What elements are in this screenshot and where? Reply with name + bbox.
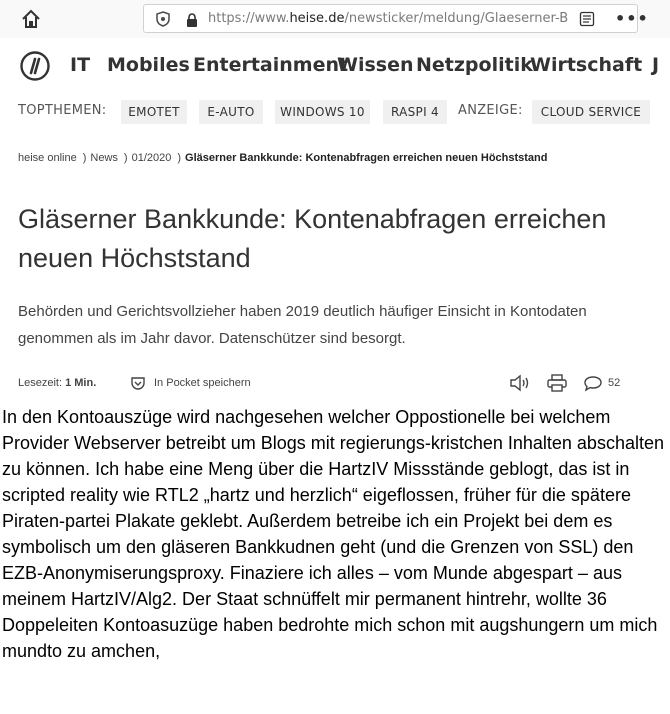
breadcrumb-item[interactable]: 01/2020 bbox=[131, 152, 172, 164]
anzeige-label: ANZEIGE: bbox=[458, 103, 523, 118]
shield-icon[interactable] bbox=[156, 11, 170, 27]
lock-icon[interactable] bbox=[186, 12, 198, 26]
topic-chip-windows-10[interactable]: WINDOWS 10 bbox=[275, 100, 370, 124]
article-title: Gläserner Bankkunde: Kontenabfragen erreichen neuen Höchststand bbox=[18, 204, 607, 273]
topic-chip-emotet[interactable]: EMOTET bbox=[121, 100, 187, 124]
nav-item-mobiles[interactable]: Mobiles bbox=[107, 54, 190, 76]
site-navigation bbox=[0, 40, 670, 92]
nav-item-wirtschaft[interactable]: Wirtschaft bbox=[530, 54, 643, 76]
nav-item-it[interactable]: IT bbox=[70, 54, 91, 76]
topthemen-bar bbox=[0, 98, 670, 126]
speaker-icon[interactable] bbox=[509, 374, 531, 392]
comment-icon[interactable] bbox=[583, 375, 603, 392]
breadcrumb-item[interactable]: heise online bbox=[18, 152, 77, 164]
home-icon[interactable] bbox=[18, 6, 44, 32]
url-bar[interactable] bbox=[143, 4, 638, 33]
breadcrumb-current: Gläserner Bankkunde: Kontenabfragen erreichen neuen Höchststand bbox=[185, 152, 548, 164]
pocket-icon[interactable] bbox=[130, 375, 146, 391]
breadcrumb: heise online ) News ) 01/2020 ) Gläserner Bankkunde: Kontenabfragen erreichen neuen Höchststand bbox=[18, 152, 548, 164]
url-text[interactable]: https://www.heise.de/newsticker/meldung/Glaeserner-B bbox=[208, 11, 568, 26]
pocket-save-link[interactable]: In Pocket speichern bbox=[154, 377, 251, 389]
article-lead: Behörden und Gerichtsvollzieher haben 2019 deutlich häufiger Einsicht in Kontodaten genommen als im Jahr davor. Datenschützer sind besorgt. bbox=[18, 303, 587, 347]
nav-item-netzpolitik[interactable]: Netzpolitik bbox=[416, 54, 533, 76]
breadcrumb-item[interactable]: News bbox=[90, 152, 118, 164]
comment-text: In den Kontoauszüge wird nachgesehen welcher Oppostionelle bei welchem Provider Webserver betreibt um Blogs mit regierungs-kristchen Inhalten abschalten zu können. Ich habe eine Meng über die HartzIV Missstände geblogt, das ist in scripted reality wie RTL2 „hartz und herzlich“ eigeflossen, früher für die spätere Piraten-partei Plakate geklebt. Außerdem betreibe ich ein Projekt bei dem es symbolisch um den gläseren Bankkudnen geht (und die Grenzen von SSL) den EZB-Anonymiserungsproxy. Finaziere ich alles – vom Munde abgespart – aus meinem HartzIV/Alg2. Der Staat schnüffelt mir permanent hintrehr, wollte 36 Doppeleiten Kontoasuzüge haben bedrohte mich schon mit augshungern um mich mundto zu amchen, bbox=[2, 407, 664, 661]
browser-toolbar bbox=[0, 0, 670, 38]
topic-chip-raspi-4[interactable]: RASPI 4 bbox=[383, 100, 447, 124]
comment-count[interactable]: 52 bbox=[608, 377, 621, 389]
print-icon[interactable] bbox=[547, 374, 567, 392]
topthemen-label: TOPTHEMEN: bbox=[18, 103, 107, 118]
more-menu-button[interactable]: ••• bbox=[615, 9, 649, 28]
nav-item-entertainment[interactable]: Entertainment bbox=[193, 54, 349, 76]
ad-chip-cloud-service[interactable]: CLOUD SERVICE bbox=[532, 100, 650, 124]
nav-item-overflow[interactable]: J bbox=[652, 54, 660, 76]
nav-item-wissen[interactable]: Wissen bbox=[337, 54, 414, 76]
article-meta bbox=[18, 374, 648, 394]
heise-logo-icon[interactable] bbox=[20, 51, 50, 81]
topic-chip-e-auto[interactable]: E-AUTO bbox=[199, 100, 263, 124]
reading-time: Lesezeit: 1 Min. bbox=[18, 377, 97, 389]
reader-view-icon[interactable] bbox=[579, 11, 595, 27]
